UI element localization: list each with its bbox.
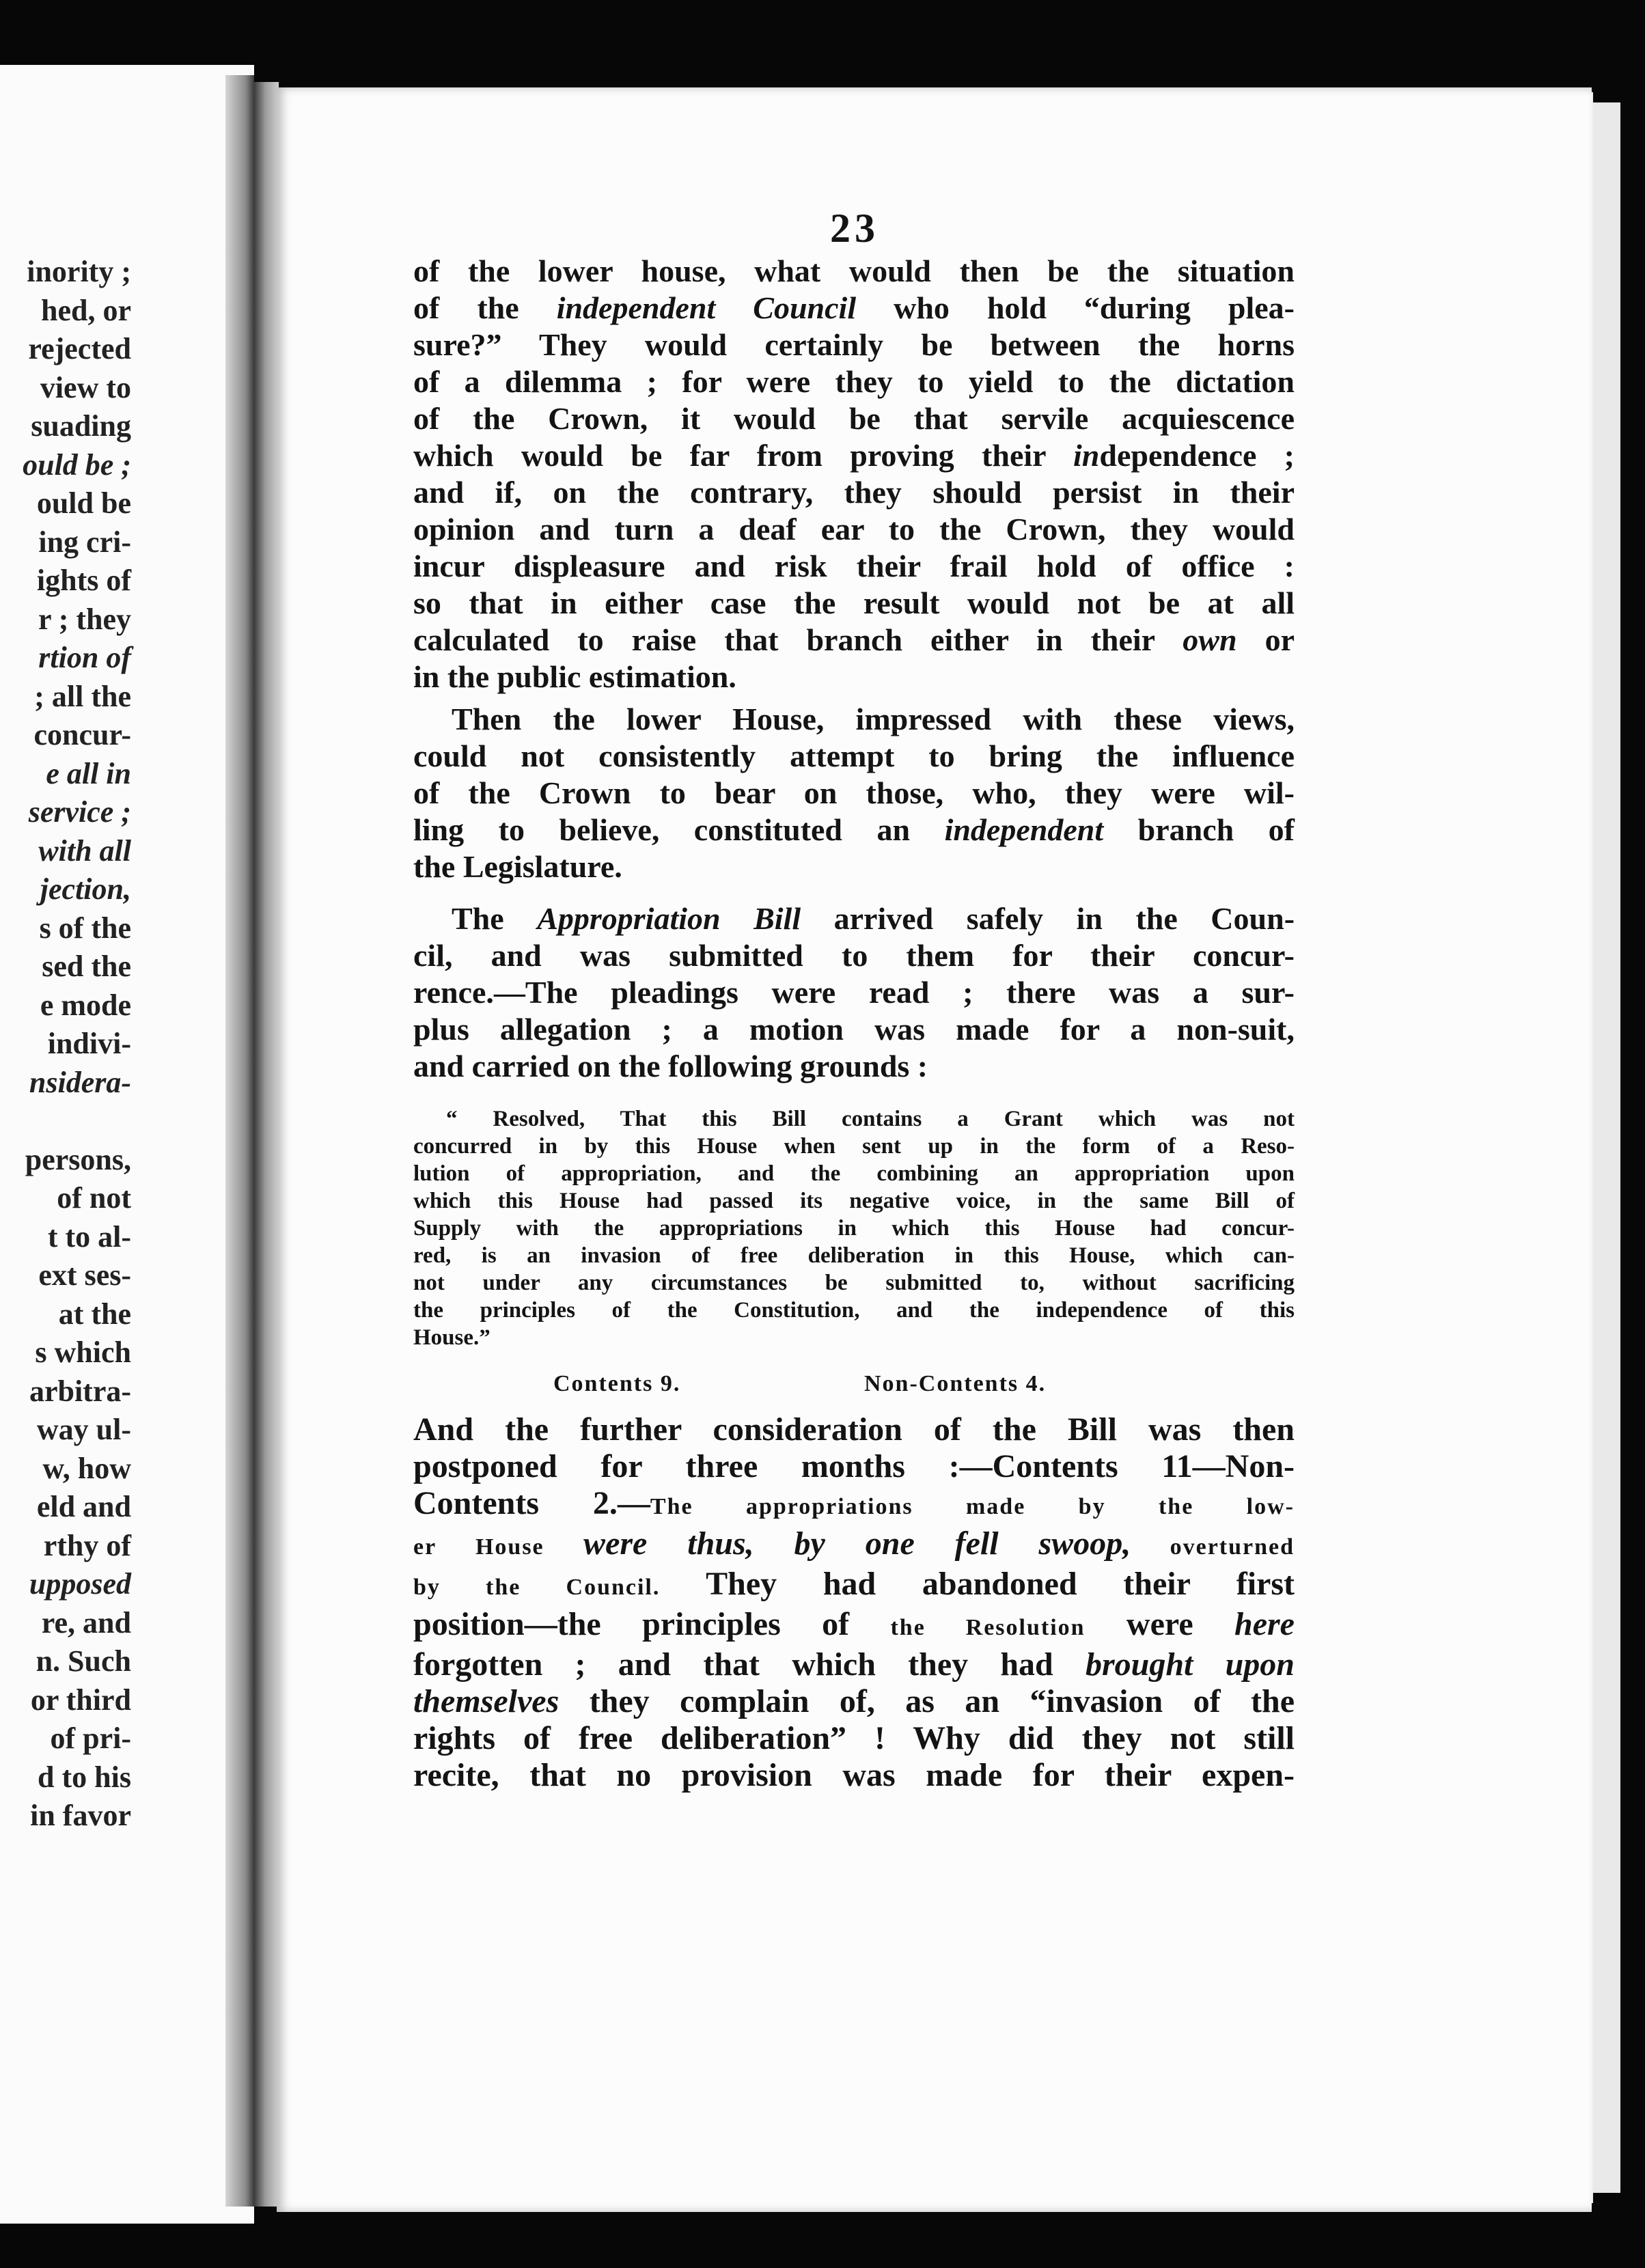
left-page-line: ext ses- — [38, 1258, 131, 1292]
left-page-line: s which — [35, 1336, 131, 1369]
text-line: of the Crown, it would be that servile acquiescence — [413, 401, 1295, 436]
italic-emphasis: independent — [944, 812, 1104, 847]
text-line: incur displeasure and risk their frail hold of office : — [413, 549, 1295, 583]
resolution-quote — [413, 1105, 1295, 1351]
left-page-line: e all in — [46, 756, 131, 790]
text-line: forgotten ; and that which they had brought upon — [413, 1646, 1295, 1683]
left-page-line: d to his — [38, 1760, 131, 1794]
non-contents-count: Non-Contents 4. — [864, 1371, 1047, 1396]
quote-line: which this House had passed its negative voice, in the same Bill of — [413, 1189, 1295, 1213]
book-spine — [254, 82, 279, 2207]
text-line: by the Council. They had abandoned their first — [413, 1566, 1295, 1602]
italic-emphasis: independent Council — [556, 290, 857, 325]
left-page-line: rtion of — [38, 641, 131, 674]
quote-line: House.” — [413, 1325, 490, 1350]
quote-line: the principles of the Constitution, and the independence of this — [413, 1298, 1295, 1323]
quote-line: Supply with the appropriations in which this House had concur- — [413, 1216, 1295, 1241]
text-line: cil, and was submitted to them for their concur- — [413, 938, 1295, 973]
text-line: opinion and turn a deaf ear to the Crown, they would — [413, 512, 1295, 547]
text-line: which would be far from proving their independence ; — [413, 438, 1295, 473]
text-line: calculated to raise that branch either in their own or — [413, 622, 1295, 657]
text-line: postponed for three months :—Contents 11—Non- — [413, 1448, 1295, 1484]
left-page-line: or third — [30, 1683, 131, 1717]
left-page-line: ; all the — [34, 679, 131, 713]
text-line: so that in either case the result would not be at all — [413, 585, 1295, 620]
left-page-line: upposed — [29, 1567, 131, 1601]
text-line: plus allegation ; a motion was made for a non-suit, — [413, 1012, 1295, 1047]
vote-tally — [413, 1369, 1295, 1403]
text-line: of the Crown to bear on those, who, they were wil- — [413, 775, 1295, 810]
text-line: could not consistently attempt to bring the influence — [413, 738, 1295, 773]
left-page-line: hed, or — [41, 293, 131, 327]
text-line: And the further consideration of the Bill was then — [413, 1411, 1295, 1448]
left-page-line: ould be — [36, 486, 131, 520]
text-line: ling to believe, constituted an independent branch of — [413, 812, 1295, 847]
left-page-line: persons, — [25, 1142, 131, 1176]
left-page-line: w, how — [42, 1451, 131, 1485]
left-page-line: way ul- — [36, 1413, 131, 1446]
text-line: of the lower house, what would then be the situation — [413, 253, 1295, 288]
paragraph-2 — [413, 701, 1295, 885]
left-page-line: sed the — [42, 950, 131, 983]
quote-line: concurred in by this House when sent up in the form of a Reso- — [413, 1134, 1295, 1159]
left-page-line: arbitra- — [29, 1374, 131, 1408]
small-caps-text: The appropriations made by the low- — [650, 1494, 1295, 1519]
italic-emphasis: were thus, by one fell swoop, — [583, 1525, 1131, 1562]
left-page-line: suading — [31, 409, 131, 443]
paragraph-1 — [413, 253, 1295, 695]
paragraph-3 — [413, 900, 1295, 1085]
text-line: sure?” They would certainly be between the horns — [413, 327, 1295, 362]
left-page-line: concur- — [33, 718, 131, 751]
text-line: of a dilemma ; for were they to yield to the dictation — [413, 364, 1295, 399]
left-page-line — [0, 1102, 131, 1141]
text-line: in the public estimation. — [413, 659, 736, 694]
italic-emphasis: brought upon — [1085, 1646, 1295, 1683]
quote-line: lution of appropriation, and the combining an appropriation upon — [413, 1161, 1295, 1186]
text-line: the Legislature. — [413, 849, 622, 884]
italic-emphasis: here — [1234, 1606, 1295, 1642]
left-page-text-column — [0, 253, 131, 1836]
text-line: The Appropriation Bill arrived safely in the Coun- — [452, 901, 1295, 936]
left-page-line: e mode — [40, 988, 131, 1022]
page-body — [413, 253, 1295, 1794]
paragraph-4 — [413, 1411, 1295, 1794]
left-page-line: inority ; — [27, 255, 131, 288]
text-line: rights of free deliberation” ! Why did they not still — [413, 1720, 1295, 1756]
left-page-line: t to al- — [47, 1219, 131, 1254]
left-page-line: n. Such — [36, 1644, 131, 1678]
left-page-line: s of the — [39, 911, 131, 945]
left-page-line: indivi- — [47, 1027, 131, 1060]
quote-line: “ Resolved, That this Bill contains a Grant which was not — [446, 1107, 1295, 1131]
left-page-line: of pri- — [50, 1721, 131, 1755]
page-edge — [1592, 102, 1620, 2193]
text-line: themselves they complain of, as an “invasion of the — [413, 1683, 1295, 1719]
text-line: Contents 2.—The appropriations made by the low- — [413, 1485, 1295, 1521]
left-page-line: ights of — [36, 564, 131, 597]
left-page-line: rejected — [28, 332, 131, 365]
left-page-line: r ; they — [38, 602, 131, 636]
text-line: recite, that no provision was made for their expen- — [413, 1757, 1295, 1793]
italic-emphasis: themselves — [413, 1683, 559, 1719]
left-page-line: rthy of — [43, 1528, 131, 1562]
left-page-line: of not — [57, 1181, 131, 1215]
left-page-line: re, and — [41, 1605, 131, 1640]
left-page-line: with all — [38, 833, 131, 868]
italic-emphasis: in — [1073, 438, 1100, 473]
italic-emphasis: own — [1183, 622, 1237, 657]
left-page-line: ing cri- — [38, 525, 131, 559]
left-page-line: ould be ; — [23, 447, 131, 482]
quote-line: red, is an invasion of free deliberation in this House, which can- — [413, 1243, 1295, 1268]
left-page-line: in favor — [30, 1799, 131, 1832]
left-page-line: at the — [58, 1297, 131, 1331]
text-line: Then the lower House, impressed with these views, — [452, 702, 1295, 736]
page-number: 23 — [830, 206, 879, 251]
text-line: of the independent Council who hold “during plea- — [413, 290, 1295, 325]
left-page-line: nsidera- — [29, 1065, 131, 1099]
text-line: and if, on the contrary, they should persist in their — [413, 475, 1295, 510]
italic-emphasis: Appropriation Bill — [537, 901, 801, 936]
left-page-line: eld and — [36, 1490, 131, 1523]
text-line: rence.—The pleadings were read ; there was a sur- — [413, 975, 1295, 1010]
text-line: position—the principles of the Resolution were here — [413, 1606, 1295, 1642]
left-page — [0, 65, 254, 2224]
text-line: er House were thus, by one fell swoop, overturned — [413, 1525, 1295, 1562]
left-page-gutter-shadow — [225, 75, 254, 2207]
quote-line: not under any circumstances be submitted to, without sacrificing — [413, 1271, 1295, 1295]
contents-count: Contents 9. — [553, 1371, 681, 1396]
text-line: and carried on the following grounds : — [413, 1049, 928, 1083]
left-page-line: service ; — [28, 795, 131, 829]
left-page-line: jection, — [40, 872, 131, 906]
left-page-line: view to — [40, 370, 131, 404]
